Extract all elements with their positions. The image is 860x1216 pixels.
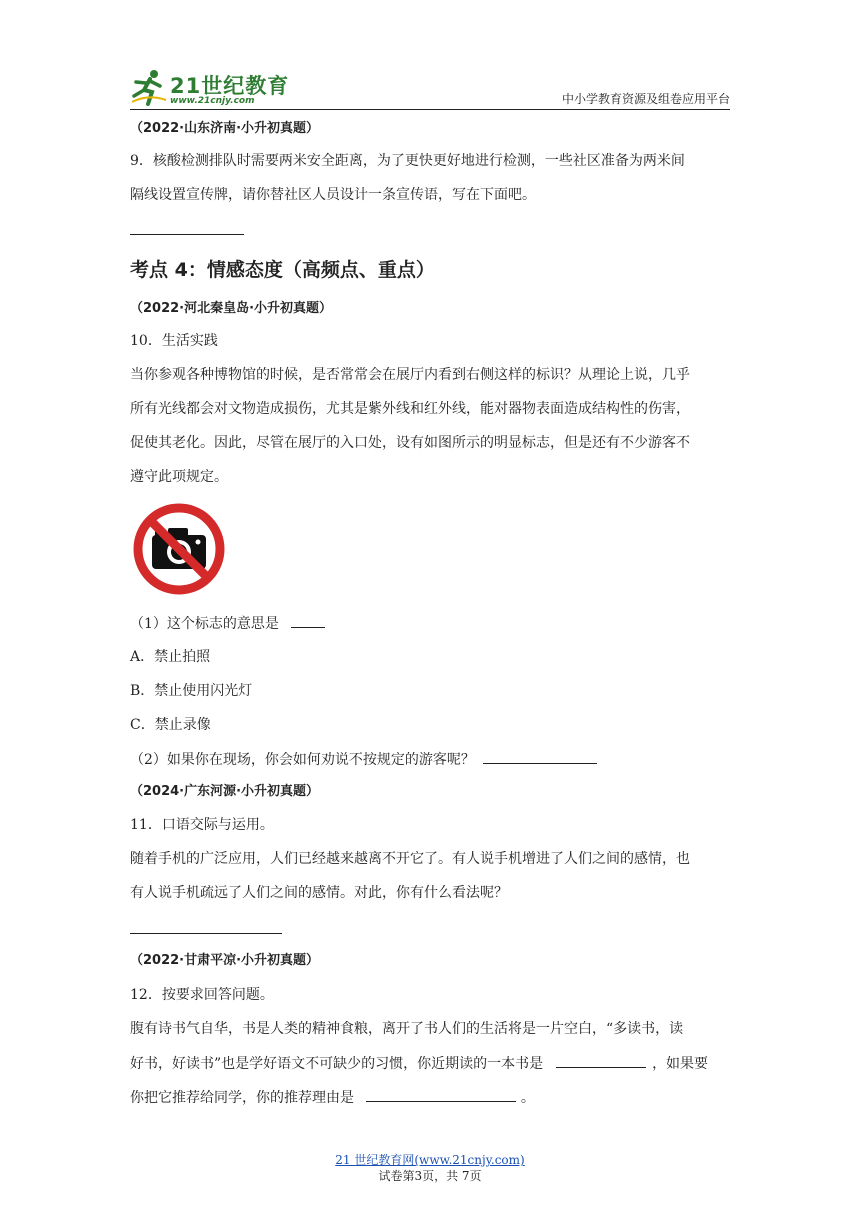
q11-title: 11．口语交际与运用。 — [130, 817, 274, 833]
logo-url: www.21cnjy.com — [170, 96, 255, 106]
q10-option-a[interactable]: A．禁止拍照 — [130, 649, 211, 665]
q12-line-3-text: 你把它推荐给同学，你的推荐理由是 — [130, 1090, 354, 1106]
q12-reason-blank[interactable] — [366, 1087, 516, 1102]
q9-answer-blank[interactable] — [130, 234, 244, 235]
q12-line-2 — [130, 1053, 708, 1074]
header-divider — [130, 109, 730, 110]
q10-sub1-blank[interactable] — [291, 613, 325, 628]
q12-line-2-end: ，如果要 — [652, 1056, 709, 1072]
q11-line-1: 随着手机的广泛应用，人们已经越来越离不开它了。有人说手机增进了人们之间的感情，也 — [130, 851, 690, 867]
q11-source: （2024·广东河源·小升初真题） — [130, 784, 320, 799]
logo — [130, 66, 290, 110]
q9-line-2: 隔线设置宣传牌，请你替社区人员设计一条宣传语，写在下面吧。 — [130, 187, 536, 203]
footer-site-link[interactable]: 21 世纪教育网(www.21cnjy.com) — [335, 1153, 525, 1167]
footer-site-row — [0, 1151, 860, 1168]
q10-sub2-text: （2）如果你在现场，你会如何劝说不按规定的游客呢？ — [130, 752, 475, 768]
q10-sub-question-2 — [130, 749, 597, 770]
page-header — [130, 64, 730, 112]
q10-source: （2022·河北秦皇岛·小升初真题） — [130, 301, 333, 316]
q12-line-3-end: 。 — [520, 1090, 535, 1106]
q10-title: 10．生活实践 — [130, 333, 218, 349]
q10-sub-question-1 — [130, 613, 325, 634]
q10-line-1: 当你参观各种博物馆的时候，是否常常会在展厅内看到右侧这样的标识？从理论上说，几乎 — [130, 367, 690, 383]
no-camera-sign-icon — [132, 502, 226, 596]
q10-option-b[interactable]: B．禁止使用闪光灯 — [130, 683, 253, 699]
q9-line-1: 9．核酸检测排队时需要两米安全距离，为了更快更好地进行检测，一些社区准备为两米间 — [130, 153, 685, 169]
q11-line-2: 有人说手机疏远了人们之间的感情。对此，你有什么看法呢？ — [130, 885, 508, 901]
q10-line-4: 遵守此项规定。 — [130, 469, 228, 485]
q12-line-1: 腹有诗书气自华，书是人类的精神食粮，离开了书人们的生活将是一片空白，“多读书，读 — [130, 1021, 684, 1037]
q10-sub2-blank[interactable] — [483, 749, 597, 764]
q10-line-3: 促使其老化。因此，尽管在展厅的入口处，设有如图所示的明显标志，但是还有不少游客不 — [130, 435, 690, 451]
q9-source: （2022·山东济南·小升初真题） — [130, 121, 320, 136]
q12-title: 12．按要求回答问题。 — [130, 987, 274, 1003]
q12-book-blank[interactable] — [556, 1053, 646, 1068]
footer-page-number: 试卷第3页，共 7页 — [378, 1169, 482, 1183]
logo-text: 21世纪教育 — [170, 74, 290, 98]
q10-option-c[interactable]: C．禁止录像 — [130, 717, 211, 733]
q10-sub1-text: （1）这个标志的意思是 — [130, 616, 279, 632]
q10-line-2: 所有光线都会对文物造成损伤，尤其是紫外线和红外线，能对器物表面造成结构性的伤害， — [130, 401, 690, 417]
q11-answer-blank[interactable] — [130, 933, 282, 934]
section-heading: 考点 4：情感态度（高频点、重点） — [130, 259, 435, 281]
q12-line-2-text: 好书，好读书”也是学好语文不可缺少的习惯，你近期读的一本书是 — [130, 1056, 544, 1072]
runner-logo-icon — [130, 68, 170, 108]
q12-source: （2022·甘肃平凉·小升初真题） — [130, 953, 320, 968]
q12-line-3 — [130, 1087, 535, 1108]
platform-name: 中小学教育资源及组卷应用平台 — [561, 92, 730, 106]
